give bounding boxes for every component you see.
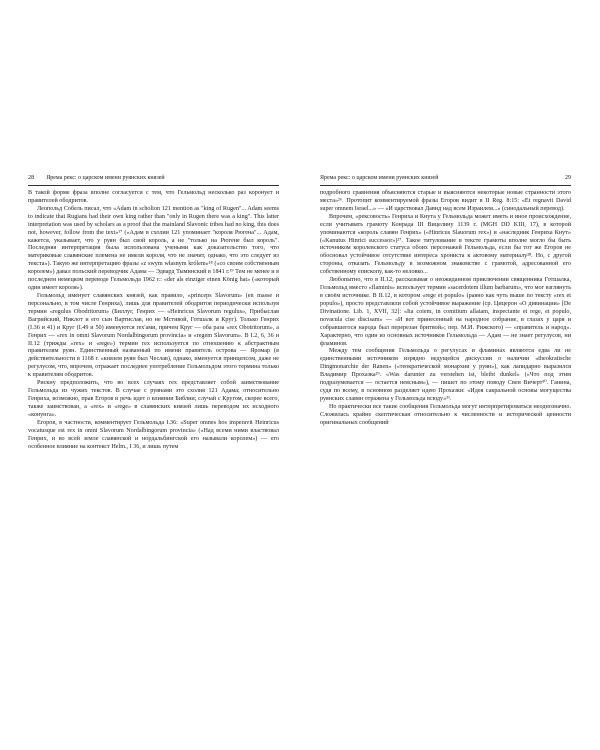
running-title: Ярема рекс: о царском имени руянских князей	[46, 175, 165, 181]
paragraph: подробного сравнения объясняются старые и выясняются некоторые новые странности этого места»²⁶. Протопит комментируемой фразы Егоров видит в II Reg. 8:15: «Et regnavit David super omnem Israel...» — «И царствовал Давид над всем Израилем...» (синодальный перевод).	[320, 190, 571, 212]
running-header	[28, 174, 279, 186]
running-header	[320, 174, 571, 186]
running-title: Ярема рекс: о царском имени руянских князей	[320, 175, 439, 181]
paragraph: Леопольд Собель писал, что «Adam in scholion 121 mention as "king of Rugen"... Adam seems to indicate that Rugians had their own king rather than "only in Rugen there was a king". This latter interpretation was used by scholars as a proof that the mainland Slavonic tribes had no king, this does not, however, follow from the text»¹⁷ («Адам в схолии 121 упоминает "короля Рюгена"... Адам, кажется, указывает, что у руян был свой король, а не "только на Рюгене был король". Последняя интерпретация была использована учеными как доказательство того, что материковые славянские племена не имели короля, что не значит, однако, что это следует из текста»). Такую же интерпретацию фразы «z swym własnym królem»¹⁸ («со своим собственным королем») давал польский переводчик Адама — Эдвард Тыминский в 1841 г.¹⁹ Тем не менее и в последнем немецком переводе Гельмольда 1962 г.: «der als einziger einen König hat» («который один имеет короля»).	[28, 205, 279, 292]
paragraph: Егоров, в частности, комментирует Гельмольда I.36: «Super omnes hos imperavit Heinricus vocatusque est rex in omni Slavorum Nordalbingorum provincia» («Над всеми ними властвовал Генрих, и во всей земле славянской и нордальбингской его называли королем») — его особенное влияние на контекст Helm., I 36, и лишь путем	[28, 419, 279, 450]
page-number: 28	[28, 174, 35, 181]
right-page	[320, 174, 571, 428]
paragraph: Рискну предположить, что во всех случаях rex представляет собой заимствование Гельмольда из чужих текстов. В случае с руянами это схолия 121 Адама; относительно Генриха, возможно, прав Егоров и речь идет о влиянии Библии; случай с Кругом, скорее всего, также заимствован, а «rex» и «rege» в славянских князей лишь переводом их исходного «конунга».	[28, 380, 279, 418]
paragraph: В такой форме фраза вполне согласуется с тем, что Гельмольд несколько раз коронует и правителей ободритов.	[28, 190, 279, 204]
page-body	[320, 190, 571, 428]
paragraph: Но практически все такие сообщения Гельмольда могут интерпретироваться неоднозначно. Сложилась крайне скептическая относительно к численности и исторической ценности оригинальных сообщений	[320, 403, 571, 426]
page-number: 29	[564, 174, 571, 181]
page-body	[28, 190, 279, 451]
paragraph: Впрочем, «рексовость» Генриха и Кнута у Гельмольда может иметь и иное происхождение, если учитывать грамоту Конрада III Вицелину 1139 г. (MGH DD KIII, 17), в которой упоминаются «король славян Генрих» («Hinricus Slauorum rex») и «наследник Генриха Кнут» («Kanutus Hinrici successor»)²⁷. Такое титулование в тексте грамоты вполне могло бы быть источником королевского статуса обоих персонажей Гельмольда, если бы тот же Егоров не обосновал устойчивое отсутствие интереса хрониста к актовому материалу²⁸. Но, с другой стороны, отказать Гельмольду в возможном знакомстве с грамотой, адресованной его собственному епископу, как-то неловко...	[320, 213, 571, 276]
paragraph: Гельмольд именует славянских князей, как правило, «princeps Slavorum» (en masse и персонально, в том числе Генриха), лишь для правителей ободритов периодически используя термин «regulus Obodritorum» (Биллуг, Генрих — «Heinricus Slavorum regulus», Прибыслав Вагрийский, Никлот и его сын Вартислав, но не Мстивой, Готшалк и Круг). Только Генрих (I.36 и 41) и Круг (I.49 и 50) именуются rex'ами, причем Круг — оба раза «rex Obotritorum», а Генрих — «rex in omni Slavorum Nordalbingorum provincia» и «regem Slavorum». В I.2, 6, 36 и II.12 (трижды «rex» и «rege») термин rex используется по отношению к абстрактным правителям руян. Единственный названный по имени правитель острова — Яромар (в действительности в 1168 г. «князем руян был Чеслав), однако, именуется принцепсом, даже не регулусом, что, впрочем, отражает последнее употребление Гельмольдом этого термина только к правителям ободритов.	[28, 292, 279, 379]
left-page	[28, 174, 279, 451]
paragraph: Между тем сообщения Гельмольда о регулусах и фламинах являются едва ли не единственными источником изрядно ведущейся дискуссии о наличии «theokratische Dingmonarchie der Ranen» («теократической монархии у руян»), как лапидарно выразился Владимир Прохазка²⁹. «Was darunter zu verstehen ist, bleibt dunkel» («Что под этим подразумевается — остается неясным»), — пишет по этому поводу Свен Вичерт³⁰. Ганина, судя по всему, в основном разделяет идею Прохазки: «Идея сакральной основы могущества руянских славян отражена у Гельмольда всюду»³¹.	[320, 348, 571, 402]
paragraph: Любопытно, что в II.12, рассказывая о неожиданном приключении священника Готшалка, Гельмольд вместо «flaminis» использует термин «sacerdotem illum barbarum», что мог взглянуть в своём источнике. В II.12, в котором «rege et populo» (равно как чуть выше по тексту «rex et populo»), просто представляли собой устойчивое выражение (ср. Цицерон «О дивинации» [De Divinatione. Lib. 1, XVII, 32]: «Ita coiem, in comitium allatam, inspectante et rege, et populo, novacula cise discisam» — «И вот принесенный на народное собрание, в глазах у царя и собравшегося народа был перерезан бритвой»; пер. М.И. Рижского) — «правитель и народ». Характерно, что один из основных источников Гельмольда — Адам — не знает регулусов, ни фламинов.	[320, 277, 571, 347]
